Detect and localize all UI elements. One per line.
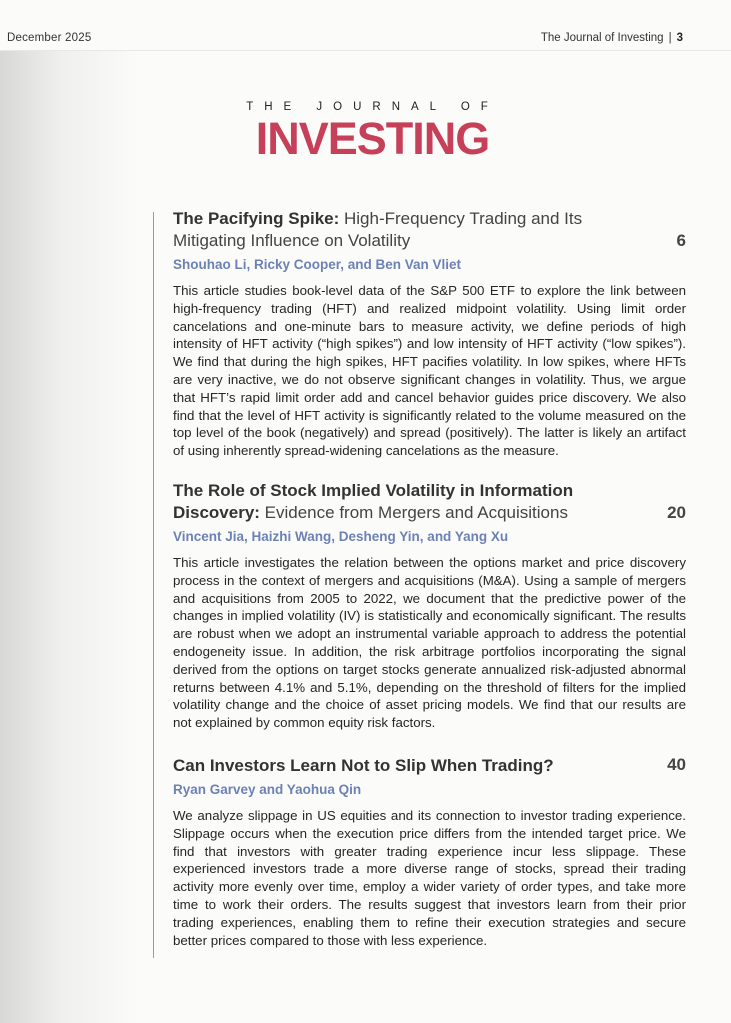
article-title[interactable] [173, 208, 643, 252]
article-authors: Shouhao Li, Ricky Cooper, and Ben Van Vliet [173, 257, 462, 272]
article-abstract: We analyze slippage in US equities and its connection to investor trading experience. Slippage occurs when the execution price differs from the intended target price. We find that investors with greater trading experience incur less slippage. These experienced investors trade a more diverse range of stocks, spread their trading activity more evenly over time, employ a wider variety of order types, and take more time to work their orders. The results suggest that investors learn from their prior trading experiences, enabling them to refine their execution strategies and secure better prices compared to those with less experience. [173, 807, 686, 948]
header-separator: | [668, 32, 672, 44]
article-abstract: This article investigates the relation between the options market and price discovery process in the context of mergers and acquisitions (M&A). Using a sample of mergers and acquisitions from 2005 to 2022, we document that the predictive power of the changes in implied volatility (IV) is statistically and economically significant. The results are robust when we adopt an instrumental variable approach to address the potential endogeneity issue. In addition, the risk arbitrage portfolios incorporating the signal derived from the options on target stocks generate annualized risk-adjusted abnormal returns between 4.1% and 5.1%, depending on the threshold of filters for the implied volatility change and the choice of asset pricing models. We find that our results are not explained by common equity risk factors. [173, 554, 686, 731]
issue-date: December 2025 [7, 32, 92, 44]
header-rule [0, 50, 731, 51]
journal-name: The Journal of Investing [540, 32, 664, 44]
article-abstract: This article studies book-level data of the S&P 500 ETF to explore the link between high-frequency trading (HFT) and realized midpoint volatility. Using limit order cancelations and one-minute bars to measure activity, we define periods of high intensity of HFT activity (“high spikes”) and low intensity of HFT activity (“low spikes”). We find that during the high spikes, HFT pacifies volatility. In low spikes, where HFTs are very inactive, we do not observe significant changes in volatility. Thus, we argue that HFT’s rapid limit order add and cancel behavior guides price discovery. We also find that the level of HFT activity is significantly related to the volume measured on the top level of the book (negatively) and spread (positively). The latter is likely an artifact of using inherently spread-widening cancelations as the measure. [173, 283, 686, 459]
article-entry[interactable] [173, 755, 686, 949]
table-of-contents [173, 208, 686, 949]
article-entry[interactable] [173, 480, 686, 732]
article-title[interactable] [173, 480, 643, 524]
article-title-rest: High-Frequency Trading and Its Mitigating Influence on Volatility [173, 209, 583, 250]
article-authors: Ryan Garvey and Yaohua Qin [173, 781, 362, 797]
article-title[interactable] [173, 755, 643, 777]
article-page-number[interactable]: 20 [667, 502, 686, 522]
toc-vertical-rule [153, 212, 154, 958]
article-title-lead: The Pacifying Spike: [173, 209, 340, 228]
article-page-number[interactable]: 40 [667, 754, 686, 774]
logo-tagline: THE JOURNAL OF [246, 101, 499, 113]
running-header [541, 32, 683, 44]
journal-logo: INVESTING [255, 113, 490, 164]
article-authors: Vincent Jia, Haizhi Wang, Desheng Yin, and Yang Xu [173, 528, 509, 544]
article-title-lead: Can Investors Learn Not to Slip When Trading? [173, 755, 554, 775]
article-title-rest: Evidence from Mergers and Acquisitions [259, 502, 568, 522]
page-number: 3 [676, 32, 683, 44]
page-gutter-shadow [0, 50, 140, 1023]
article-title-lead: The Role of Stock Implied Volatility in Information Discovery: [173, 480, 574, 522]
article-entry[interactable] [173, 208, 686, 460]
article-page-number[interactable]: 6 [676, 231, 686, 250]
